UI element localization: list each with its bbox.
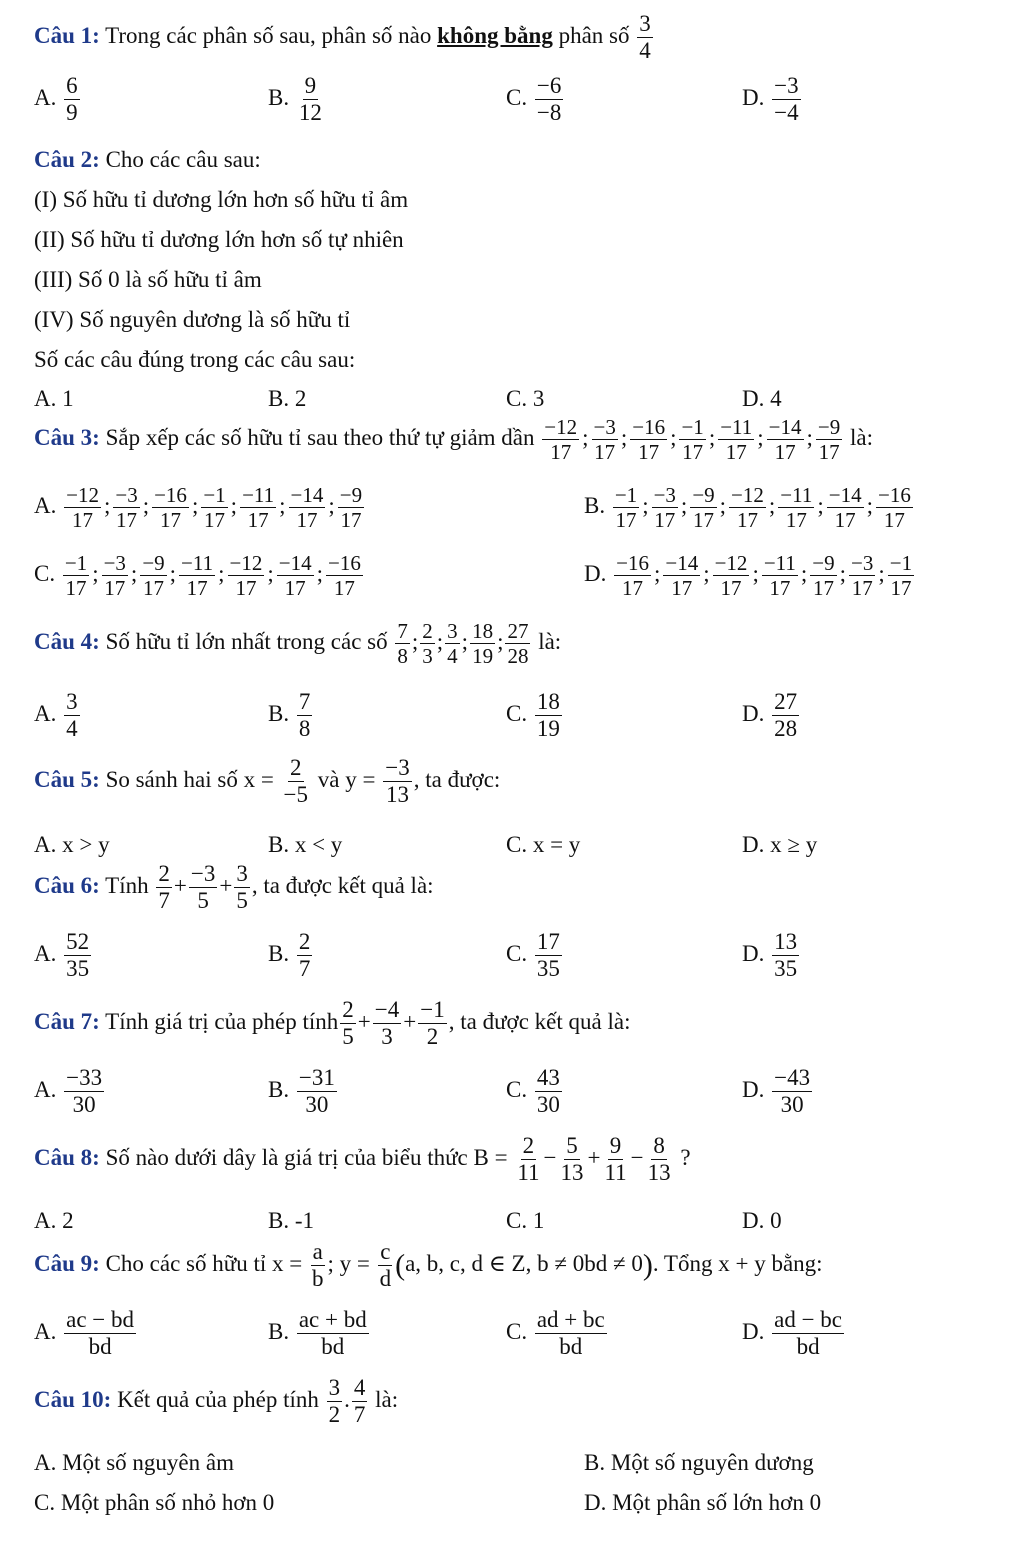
fraction: $\frac{-11}{17}$: [720, 415, 753, 465]
q10-suffix: là:: [375, 1386, 399, 1412]
q8-option-b[interactable]: B. -1: [268, 1208, 314, 1233]
fraction: $\frac{-3}{17}$: [103, 551, 126, 601]
q6-label: Câu 6:: [34, 872, 100, 898]
question-6: [34, 862, 434, 913]
q1-option-d[interactable]: D. $\frac{-3}{-4}$: [742, 73, 799, 126]
q2-option-d[interactable]: D. 4: [742, 386, 782, 411]
q5-label: Câu 5:: [34, 766, 100, 792]
q8-suffix: ?: [680, 1144, 691, 1170]
q8-expression: B = $\frac{2}{11}$ − $\frac{5}{13}$ + $\frac{9}{11}$ − $\frac{8}{13}$: [473, 1133, 671, 1186]
q3-text: Sắp xếp các số hữu tỉ sau theo thứ tự giảm dần: [105, 424, 535, 450]
fraction: $\frac{-11}{17}$: [763, 551, 796, 601]
q4-option-d[interactable]: D. $\frac{27}{28}$: [742, 689, 798, 742]
q2-statement-4: (IV) Số nguyên dương là số hữu tỉ: [34, 307, 351, 332]
q1-label: Câu 1:: [34, 22, 100, 48]
q1-emphasis: không bằng: [437, 22, 553, 48]
q7-label: Câu 7:: [34, 1008, 100, 1034]
q7-option-d[interactable]: D. $\frac{-43}{30}$: [742, 1065, 811, 1118]
q3-suffix: là:: [850, 424, 873, 450]
q6-suffix: , ta được kết quả là:: [251, 872, 434, 898]
q4-text: Số hữu tỉ lớn nhất trong các số: [105, 628, 388, 654]
q9-label: Câu 9:: [34, 1250, 100, 1276]
q5-option-c[interactable]: C. x = y: [506, 832, 581, 857]
question-1: [34, 12, 655, 63]
q9-option-b[interactable]: B. $\frac{ac + bd}{bd}$: [268, 1307, 367, 1360]
fraction: $\frac{-12}{17}$: [66, 483, 99, 533]
q2-text: Cho các câu sau:: [105, 147, 261, 172]
q10-text: Kết quả của phép tính: [117, 1386, 319, 1412]
fraction: $\frac{-11}{17}$: [780, 483, 813, 533]
fraction: $\frac{-1}{17}$: [203, 483, 226, 533]
q4-label: Câu 4:: [34, 628, 100, 654]
q6-option-c[interactable]: C. $\frac{17}{35}$: [506, 929, 560, 982]
q2-label: Câu 2:: [34, 147, 100, 172]
q8-label: Câu 8:: [34, 1144, 100, 1170]
question-7: [34, 998, 630, 1049]
q10-expression: $\frac{3}{2}$ . $\frac{4}{7}$: [328, 1375, 366, 1428]
q9-option-c[interactable]: C. $\frac{ad + bc}{bd}$: [506, 1307, 605, 1360]
question-10: [34, 1376, 398, 1427]
q10-option-c[interactable]: C. Một phân số nhỏ hơn 0: [34, 1490, 275, 1515]
q7-suffix: , ta được kết quả là:: [448, 1008, 631, 1034]
fraction: $\frac{-3}{17}$: [851, 551, 874, 601]
q6-option-a[interactable]: A. $\frac{52}{35}$: [34, 929, 90, 982]
q10-option-d[interactable]: D. Một phân số lớn hơn 0: [584, 1490, 822, 1515]
q9-option-d[interactable]: D. $\frac{ad - bc}{bd}$: [742, 1307, 843, 1360]
q9-definition: x = $\frac{a}{b}$ ; y = $\frac{c}{d}$ (a, b, c, d ∈ Z, b ≠ 0bd ≠ 0): [271, 1239, 653, 1292]
q1-option-b[interactable]: B. $\frac{9}{12}$: [268, 73, 322, 126]
q4-number-list: $\frac{7}{8}$ ; $\frac{2}{3}$ ; $\frac{3}{4}$ ; $\frac{18}{19}$ ; $\frac{27}{28}$: [397, 619, 529, 669]
fraction: $\frac{-16}{17}$: [877, 483, 911, 533]
question-2: [34, 147, 261, 173]
q6-option-d[interactable]: D. $\frac{13}{35}$: [742, 929, 798, 982]
fraction: $\frac{-12}{17}$: [731, 483, 764, 533]
q4-option-b[interactable]: B. $\frac{7}{8}$: [268, 689, 311, 742]
fraction: $\frac{-16}{17}$: [616, 551, 649, 601]
q7-option-c[interactable]: C. $\frac{43}{30}$: [506, 1065, 560, 1118]
q2-option-a[interactable]: A. 1: [34, 386, 74, 411]
q5-suffix: , ta được:: [413, 766, 501, 792]
fraction: $\frac{-9}{17}$: [817, 415, 841, 465]
fraction: $\frac{-11}{17}$: [242, 483, 275, 533]
q10-option-b[interactable]: B. Một số nguyên dương: [584, 1450, 814, 1475]
fraction: $\frac{-16}{17}$: [327, 551, 361, 601]
fraction: $\frac{-3}{17}$: [653, 483, 676, 533]
q4-option-c[interactable]: C. $\frac{18}{19}$: [506, 689, 560, 742]
fraction: $\frac{-16}{17}$: [154, 483, 187, 533]
q2-statement-2: (II) Số hữu tỉ dương lớn hơn số tự nhiên: [34, 227, 404, 252]
q3-label: Câu 3:: [34, 424, 100, 450]
q5-y-def: y = $\frac{-3}{13}$: [345, 755, 410, 808]
fraction: $\frac{-1}{17}$: [681, 415, 704, 465]
q1-text-a: Trong các phân số sau, phân số nào: [105, 22, 432, 48]
fraction: $\frac{-12}{17}$: [544, 415, 578, 465]
fraction: $\frac{-11}{17}$: [181, 551, 214, 601]
q7-expression: $\frac{2}{5}$ + $\frac{-4}{3}$ + $\frac{-1}{2}$: [342, 997, 445, 1050]
q8-option-d[interactable]: D. 0: [742, 1208, 782, 1233]
fraction: $\frac{-14}{17}$: [665, 551, 699, 601]
q2-option-b[interactable]: B. 2: [268, 386, 307, 411]
fraction: $\frac{-14}{17}$: [768, 415, 802, 465]
q3-option-a[interactable]: A. $\frac{-12}{17}$ ; $\frac{-3}{17}$ ; $\frac{-16}{17}$ ; $\frac{-1}{17}$ ; $\frac{-11}{17}$ ; $\frac{-14}{17}$ ; $\frac{-9}{17}$: [34, 483, 363, 533]
fraction: $\frac{-9}{17}$: [142, 551, 165, 601]
fraction: $\frac{-3}{17}$: [593, 415, 616, 465]
q5-option-d[interactable]: D. x ≥ y: [742, 832, 818, 857]
fraction: $\frac{-1}{17}$: [64, 551, 88, 601]
q1-fraction: $\frac{3}{4}$: [639, 11, 651, 64]
question-5: [34, 756, 500, 807]
q7-option-a[interactable]: A. $\frac{-33}{30}$: [34, 1065, 103, 1118]
q6-option-b[interactable]: B. $\frac{2}{7}$: [268, 929, 311, 982]
fraction: $\frac{-1}{17}$: [889, 551, 913, 601]
fraction: $\frac{-3}{17}$: [115, 483, 138, 533]
q9-text: Cho các số hữu tỉ: [105, 1250, 267, 1276]
q8-option-a[interactable]: A. 2: [34, 1208, 74, 1233]
q5-option-a[interactable]: A. x > y: [34, 832, 110, 857]
q6-text: Tính: [105, 872, 149, 898]
fraction: $\frac{-14}{17}$: [278, 551, 312, 601]
q2-statement-1: (I) Số hữu tỉ dương lớn hơn số hữu tỉ âm: [34, 187, 409, 212]
q6-expression: $\frac{2}{7}$ + $\frac{-3}{5}$ + $\frac{3}{5}$: [158, 861, 248, 914]
q8-text: Số nào dưới dây là giá trị của biểu thức: [105, 1144, 468, 1170]
question-3: [34, 416, 873, 463]
question-4: [34, 620, 561, 667]
q5-option-b[interactable]: B. x < y: [268, 832, 343, 857]
q5-x-def: x = $\frac{2}{-5}$: [243, 755, 309, 808]
fraction: $\frac{-9}{17}$: [812, 551, 835, 601]
q8-option-c[interactable]: C. 1: [506, 1208, 545, 1233]
q7-option-b[interactable]: B. $\frac{-31}{30}$: [268, 1065, 335, 1118]
q7-text: Tính giá trị của phép tính: [105, 1008, 339, 1034]
fraction: $\frac{-14}{17}$: [828, 483, 862, 533]
q3-option-c[interactable]: C. $\frac{-1}{17}$ ; $\frac{-3}{17}$ ; $\frac{-9}{17}$ ; $\frac{-11}{17}$ ; $\frac{-12}{17}$ ; $\frac{-14}{17}$ ; $\frac{-16}{17}$: [34, 551, 361, 601]
q3-option-b[interactable]: B. $\frac{-1}{17}$ ; $\frac{-3}{17}$ ; $\frac{-9}{17}$ ; $\frac{-12}{17}$ ; $\frac{-11}{17}$ ; $\frac{-14}{17}$ ; $\frac{-16}{17}$: [584, 483, 911, 533]
question-8: [34, 1134, 691, 1185]
q10-option-a[interactable]: A. Một số nguyên âm: [34, 1450, 234, 1475]
q5-and: và: [317, 766, 340, 792]
q3-option-d[interactable]: D. $\frac{-16}{17}$ ; $\frac{-14}{17}$ ; $\frac{-12}{17}$ ; $\frac{-11}{17}$ ; $\frac{-9}{17}$ ; $\frac{-3}{17}$ ; $\frac{-1}{17}$: [584, 551, 913, 601]
q2-statement-3: (III) Số 0 là số hữu tỉ âm: [34, 267, 262, 292]
q2-prompt: Số các câu đúng trong các câu sau:: [34, 347, 356, 372]
question-9: [34, 1240, 823, 1291]
fraction: $\frac{-16}{17}$: [632, 415, 666, 465]
fraction: $\frac{-9}{17}$: [339, 483, 363, 533]
q10-label: Câu 10:: [34, 1386, 112, 1412]
q1-text-b: phân số: [558, 22, 630, 48]
fraction: $\frac{-1}{17}$: [614, 483, 638, 533]
q2-option-c[interactable]: C. 3: [506, 386, 545, 411]
fraction: $\frac{-12}{17}$: [229, 551, 263, 601]
fraction: $\frac{-9}{17}$: [692, 483, 715, 533]
q4-option-a[interactable]: A. $\frac{3}{4}$: [34, 689, 78, 742]
fraction: $\frac{-12}{17}$: [714, 551, 748, 601]
q1-option-a[interactable]: A. $\frac{6}{9}$: [34, 73, 78, 126]
q4-suffix: là:: [538, 628, 562, 654]
q1-option-c[interactable]: C. $\frac{-6}{-8}$: [506, 73, 562, 126]
q5-text: So sánh hai số: [105, 766, 238, 792]
fraction: $\frac{-14}{17}$: [290, 483, 324, 533]
q9-option-a[interactable]: A. $\frac{ac - bd}{bd}$: [34, 1307, 135, 1360]
q9-suffix: . Tổng x + y bằng:: [652, 1250, 823, 1276]
q3-number-list: $\frac{-12}{17}$ ; $\frac{-3}{17}$ ; $\frac{-16}{17}$ ; $\frac{-1}{17}$ ; $\frac{-11}{17}$ ; $\frac{-14}{17}$ ; $\frac{-9}{17}$: [544, 415, 841, 465]
